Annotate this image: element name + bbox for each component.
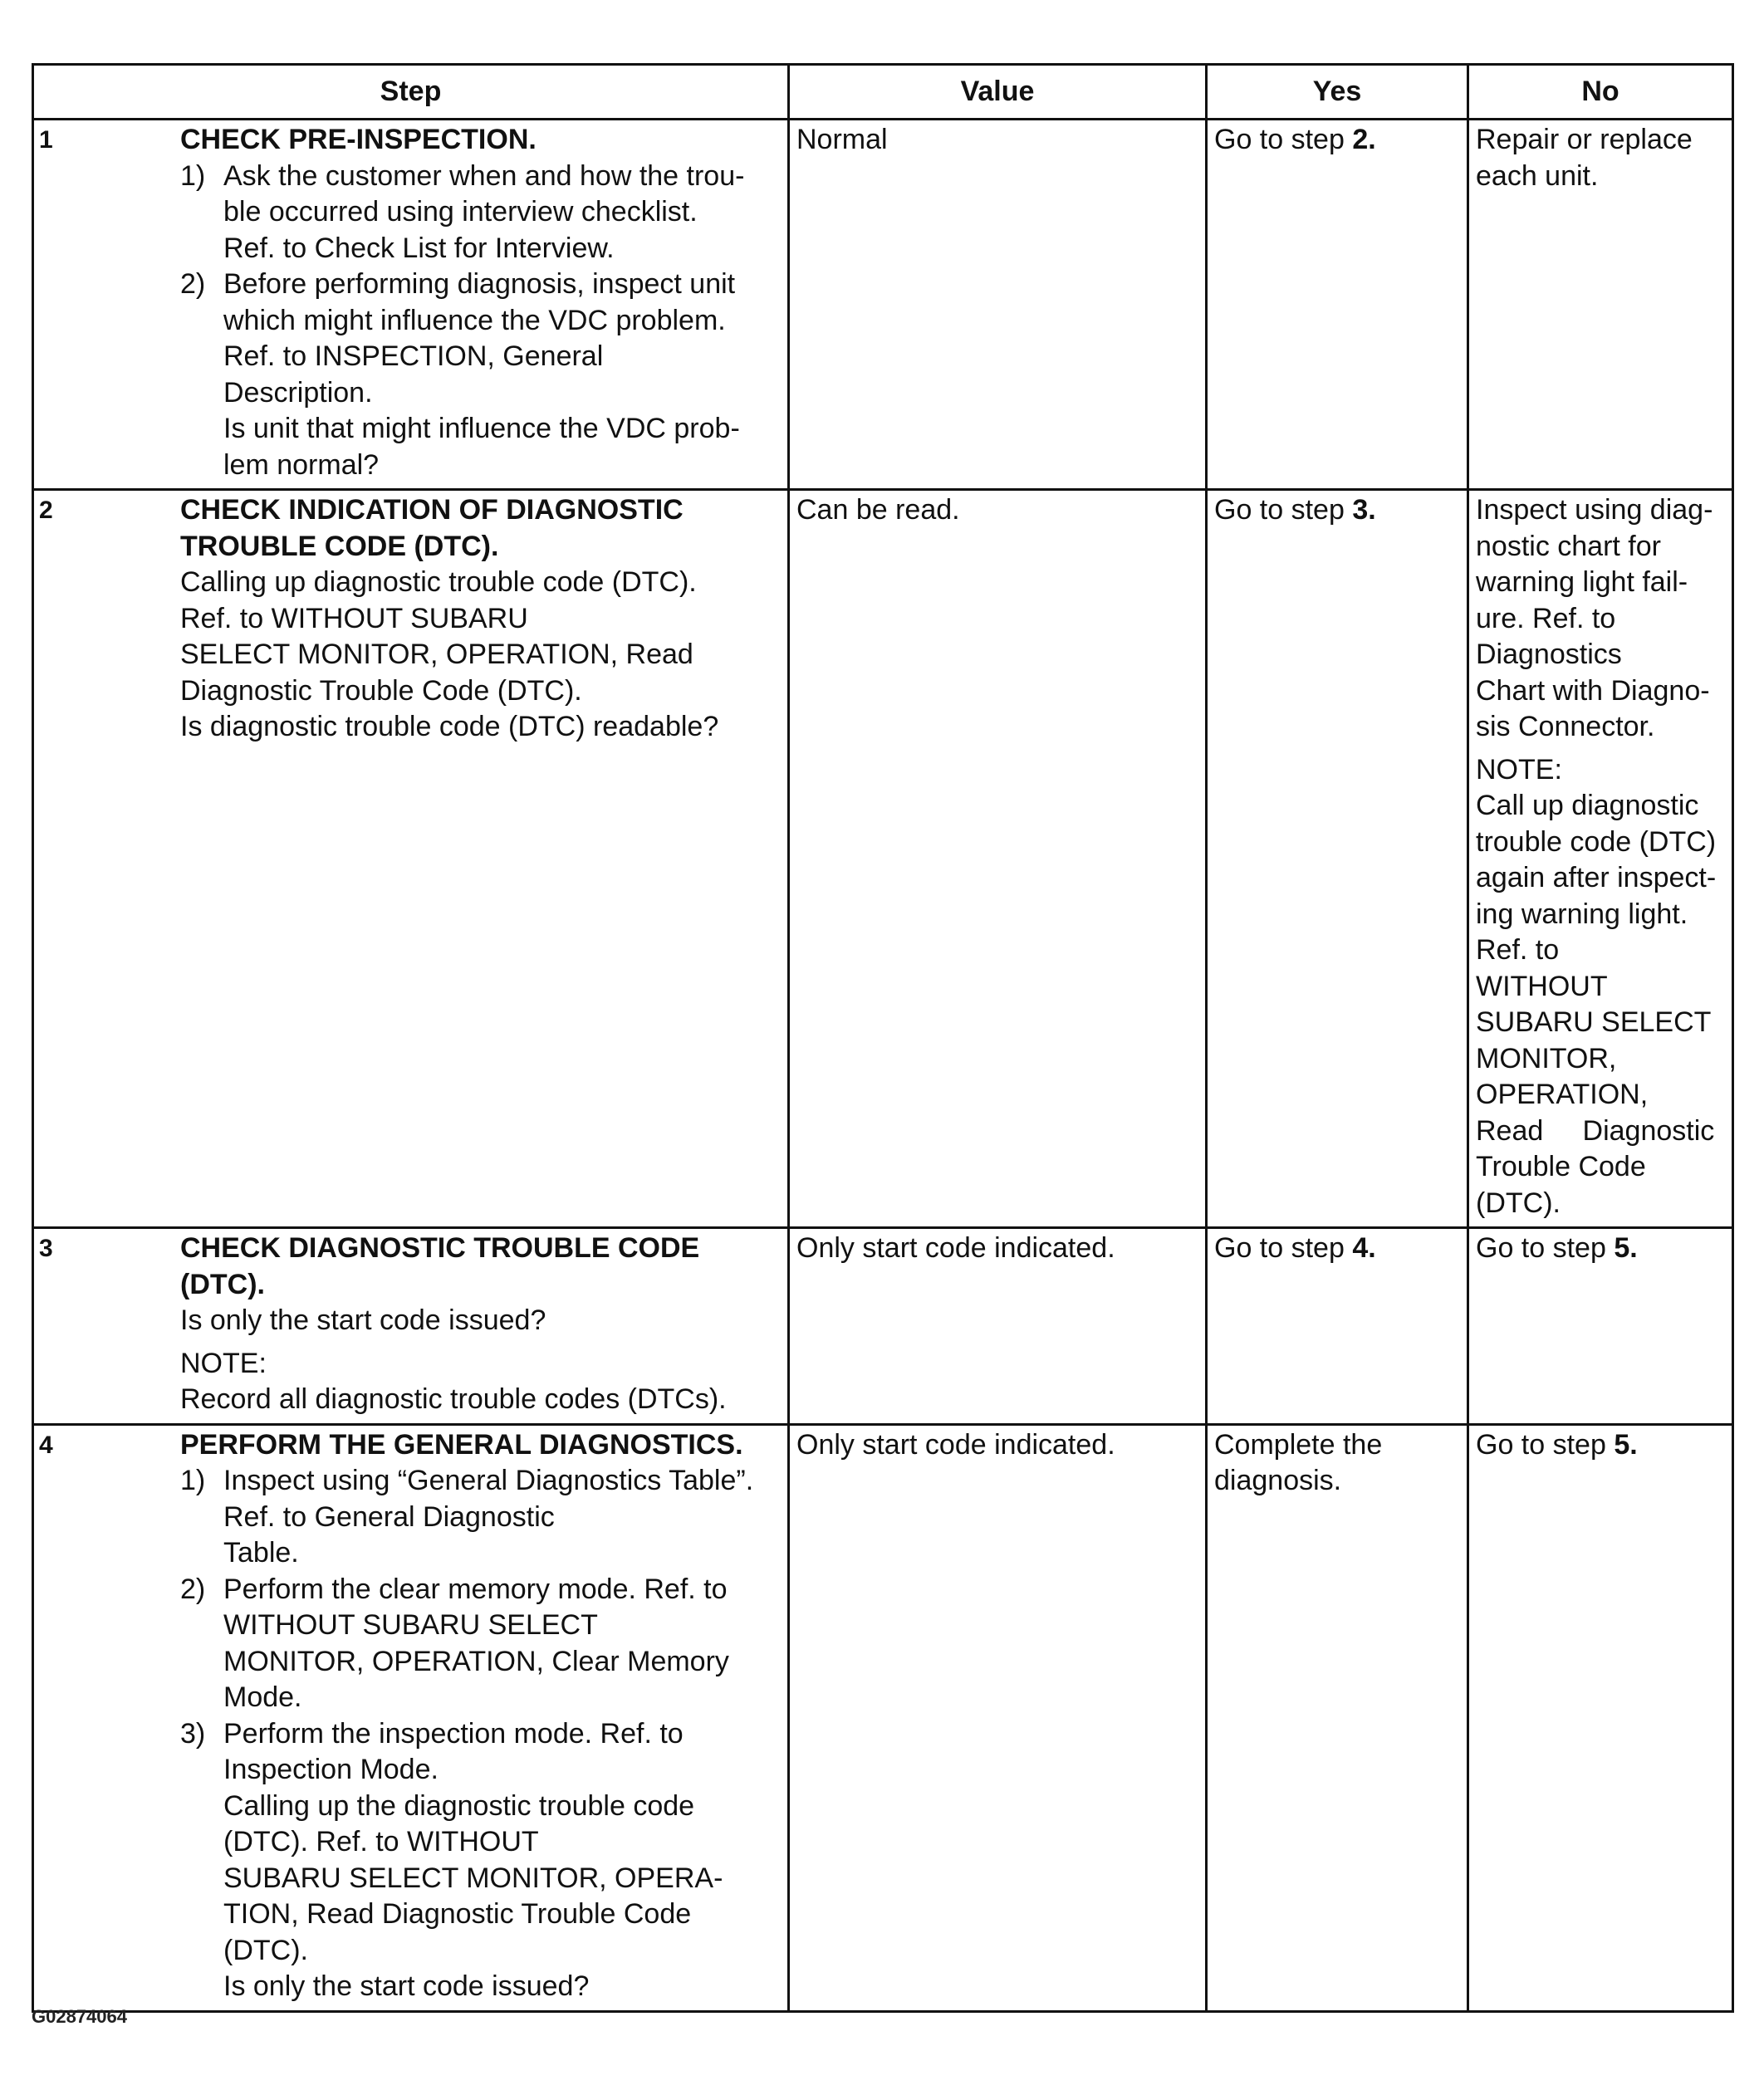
step-title: CHECK PRE-INSPECTION.: [180, 124, 537, 155]
figure-id-caption: G02874064: [32, 2006, 127, 2027]
step-item: 1) Ask the customer when and how the trou- ble occurred using interview checklist. Ref. to Check List for Interview.: [180, 159, 745, 264]
yes-cell: Go to step 4.: [1207, 1228, 1468, 1425]
step-cell: [33, 120, 789, 490]
step-item: 2) Before performing diagnosis, inspect unit which might influence the VDC problem. Ref. to INSPECTION, General Description. Is unit that might influence the VDC prob- lem normal?: [180, 268, 740, 481]
step-title: PERFORM THE GENERAL DIAGNOSTICS.: [180, 1428, 743, 1461]
value-cell: Only start code indicated.: [789, 1228, 1207, 1425]
step-title: TROUBLE CODE (DTC).: [180, 530, 499, 562]
header-value: Value: [789, 65, 1207, 120]
value-cell: Only start code indicated.: [789, 1424, 1207, 2011]
table-row: [33, 490, 1733, 1228]
yes-cell: Go to step 3.: [1207, 490, 1468, 1228]
step-number: 4: [39, 1431, 53, 1459]
header-no: No: [1468, 65, 1733, 120]
header-step: Step: [33, 65, 789, 120]
step-title: (DTC).: [180, 1268, 265, 1300]
no-cell: Go to step 5.: [1468, 1228, 1733, 1425]
step-cell: [33, 1424, 789, 2011]
yes-cell: Go to step 2.: [1207, 120, 1468, 490]
note-label: NOTE:: [180, 1347, 267, 1379]
step-title: CHECK INDICATION OF DIAGNOSTIC: [180, 494, 684, 526]
no-cell: Go to step 5.: [1468, 1424, 1733, 2011]
yes-cell: Complete the diagnosis.: [1207, 1424, 1468, 2011]
value-cell: Can be read.: [789, 490, 1207, 1228]
header-row: [33, 65, 1733, 120]
table-row: [33, 1424, 1733, 2011]
step-number: 3: [39, 1235, 53, 1262]
header-yes: Yes: [1207, 65, 1468, 120]
value-cell: Normal: [789, 120, 1207, 490]
note-label: NOTE:: [1476, 753, 1562, 786]
step-title: CHECK DIAGNOSTIC TROUBLE CODE: [180, 1232, 700, 1264]
step-number: 2: [39, 497, 53, 524]
step-item: 1) Inspect using “General Diagnostics Table”. Ref. to General Diagnostic Table.: [180, 1465, 754, 1569]
step-number: 1: [39, 126, 53, 154]
table-row: [33, 120, 1733, 490]
note-text: Record all diagnostic trouble codes (DTCs).: [180, 1383, 727, 1415]
step-cell: 3 CHECK DIAGNOSTIC TROUBLE CODE (DTC). Is only the start code issued? NOTE: Record all diagnostic trouble codes (DTCs).: [33, 1228, 789, 1425]
step-cell: 2 CHECK INDICATION OF DIAGNOSTIC TROUBLE CODE (DTC). Calling up diagnostic trouble code (DTC). Ref. to WITHOUT SUBARU SELECT MONITOR, OPERATION, Read Diagnostic Trouble Code (DTC). Is diagnostic trouble code (DTC) readable?: [33, 490, 789, 1228]
step-item: 2) Perform the clear memory mode. Ref. to WITHOUT SUBARU SELECT MONITOR, OPERATION, Clear Memory Mode.: [180, 1573, 729, 1713]
no-cell: Inspect using diag- nostic chart for warning light fail- ure. Ref. to Diagnostics Chart with Diagno- sis Connector. NOTE: Call up diagnostic trouble code (DTC) again after inspect- ing warning light. Ref. to WITHOUT SUBARU SELECT MONITOR, OPERATION, Read Diagnostic Trouble Code (DTC).: [1468, 490, 1733, 1228]
step-item: 3) Perform the inspection mode. Ref. to Inspection Mode. Calling up the diagnostic trouble code (DTC). Ref. to WITHOUT SUBARU SELECT MONITOR, OPERA- TION, Read Diagnostic Trouble Code (DTC). Is only the start code issued?: [180, 1717, 723, 2002]
no-cell: Repair or replace each unit.: [1468, 120, 1733, 490]
diagnostic-table: [32, 63, 1734, 2013]
table-row: [33, 1228, 1733, 1425]
